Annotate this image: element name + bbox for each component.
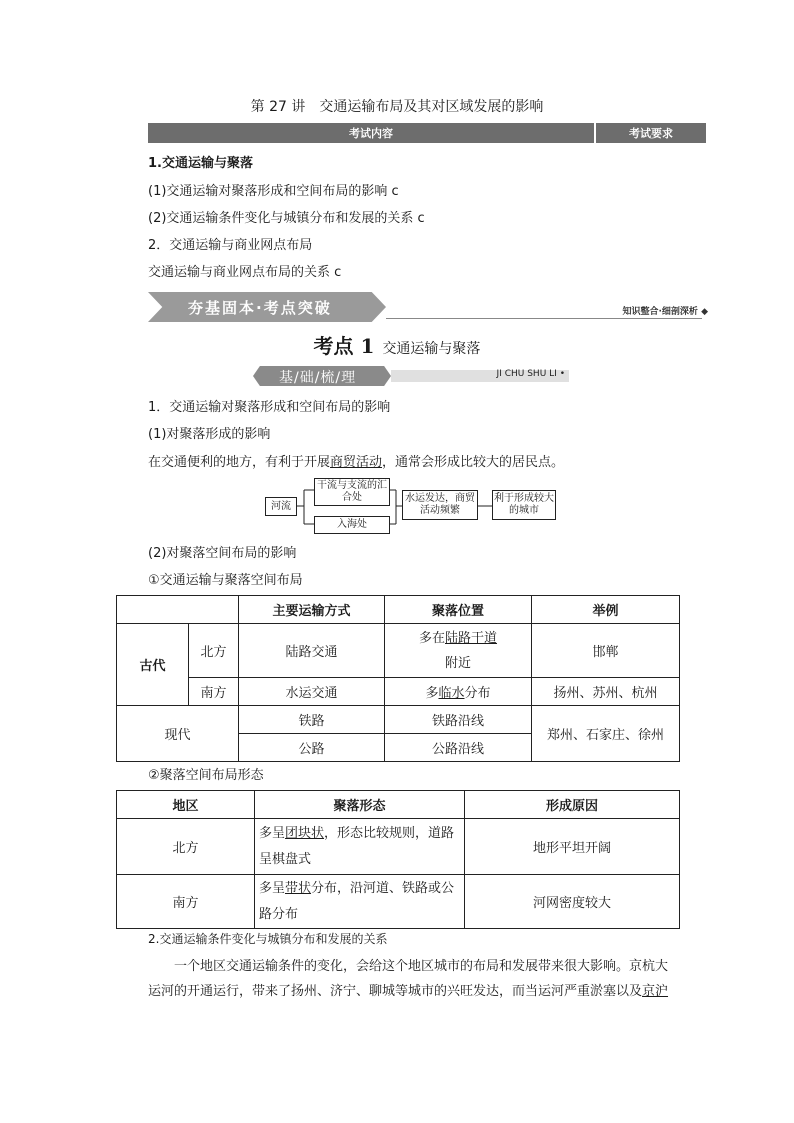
content-item-5: 交通运输与商业网点布局的关系 c — [148, 265, 342, 280]
flow-river: 河流 — [265, 497, 297, 516]
section1-heading: 1．交通运输对聚落形成和空间布局的影响 — [148, 400, 391, 415]
road-mode: 公路 — [239, 734, 385, 762]
table-header: 主要运输方式 — [239, 596, 385, 624]
point-number: 考点 1 — [313, 334, 375, 358]
north-example: 邯郸 — [532, 624, 680, 678]
banner-subtitle — [623, 304, 708, 317]
rail-mode: 铁路 — [239, 706, 385, 734]
table-header-empty — [117, 596, 239, 624]
para-underlined: 京沪 — [642, 984, 669, 999]
modern-example: 郑州、石家庄、徐州 — [532, 706, 680, 762]
para-text: 一个地区交通运输条件的变化，会给这个地区城市的布局和发展带来很大影响。京杭大运河的开通运行，带来了扬州、济宁、聊城等城市的兴旺发达，而当运河严重淤塞以及 — [148, 959, 669, 999]
table-header: 形成原因 — [465, 791, 680, 819]
south-mode: 水运交通 — [239, 678, 385, 706]
cell-underlined: 临水 — [438, 686, 465, 701]
sub-banner-label: 基/础/梳/理 — [279, 370, 357, 386]
region-north: 北方 — [117, 819, 255, 875]
table-header: 地区 — [117, 791, 255, 819]
requirements-bar — [148, 123, 706, 143]
table-header: 举例 — [532, 596, 680, 624]
section3-paragraph — [148, 954, 674, 1004]
lesson-title: 第 27 讲 交通运输布局及其对区域发展的影响 — [250, 99, 544, 115]
sentence-part: ，通常会形成比较大的居民点。 — [382, 455, 565, 470]
south-location — [385, 678, 532, 706]
table-header: 聚落形态 — [255, 791, 465, 819]
cell-underlined: 团块状 — [285, 825, 325, 841]
section1-sub1: (1)对聚落形成的影响 — [148, 427, 271, 442]
north-form — [255, 819, 465, 875]
cell-text: 分布，沿河道、铁路或公路分布 — [259, 880, 455, 922]
sub-banner-pinyin: JI CHU SHU LI • — [496, 369, 565, 379]
point-name: 交通运输与聚落 — [382, 341, 481, 357]
section1-sentence — [148, 451, 564, 470]
south-cell: 南方 — [189, 678, 239, 706]
sentence-underlined: 商贸活动 — [330, 455, 383, 470]
cell-text: 多 — [425, 686, 439, 701]
sub-banner — [253, 366, 571, 386]
cell-text: 多呈 — [259, 880, 286, 896]
north-cell: 北方 — [189, 624, 239, 678]
cell-underlined: 陆路干道 — [445, 630, 498, 646]
north-location — [385, 624, 532, 678]
cell-text: 多在 — [418, 630, 445, 646]
content-item-3: (2)交通运输条件变化与城镇分布和发展的关系 c — [148, 211, 425, 226]
banner-rule — [386, 318, 702, 319]
section3-heading: 2.交通运输条件变化与城镇分布和发展的关系 — [148, 932, 388, 946]
section2-sub2: (2)对聚落空间布局的影响 — [148, 546, 297, 561]
north-reason: 地形平坦开阔 — [465, 819, 680, 875]
banner-title: 夯基固本·考点突破 — [188, 299, 332, 317]
pinyin-text: JI CHU SHU LI — [496, 369, 557, 379]
region-south: 南方 — [117, 875, 255, 929]
south-example: 扬州、苏州、杭州 — [532, 678, 680, 706]
table-header: 聚落位置 — [385, 596, 532, 624]
content-item-2: (1)交通运输对聚落形成和空间布局的影响 c — [148, 184, 399, 199]
content-item-1: 1.交通运输与聚落 — [148, 156, 253, 171]
transport-settlement-table — [116, 595, 680, 762]
flow-trade: 水运发达，商贸活动频繁 — [402, 490, 478, 520]
point-title — [0, 330, 794, 359]
north-mode: 陆路交通 — [239, 624, 385, 678]
flow-confluence: 干流与支流的汇合处 — [314, 478, 390, 506]
cell-text: 附近 — [444, 655, 471, 671]
cell-text: 分布 — [464, 686, 491, 701]
south-form — [255, 875, 465, 929]
modern-cell: 现代 — [117, 706, 239, 762]
exam-requirement-header: 考试要求 — [596, 123, 706, 143]
sentence-part: 在交通便利的地方，有利于开展 — [148, 455, 331, 470]
section-banner — [148, 292, 708, 322]
content-item-4: 2．交通运输与商业网点布局 — [148, 238, 313, 253]
cell-text: 多呈 — [259, 825, 286, 841]
table2-title: ②聚落空间布局形态 — [148, 768, 264, 783]
flow-estuary: 入海处 — [314, 516, 390, 534]
cell-underlined: 带状 — [285, 880, 312, 896]
diamond-icon: ◆ — [701, 307, 708, 317]
south-reason: 河网密度较大 — [465, 875, 680, 929]
settlement-form-table — [116, 790, 680, 929]
cell-text: ，形态比较规则，道路呈棋盘式 — [259, 825, 455, 867]
road-location: 公路沿线 — [385, 734, 532, 762]
rail-location: 铁路沿线 — [385, 706, 532, 734]
exam-content-header: 考试内容 — [148, 123, 594, 143]
ancient-cell: 古代 — [117, 624, 189, 706]
table1-title: ①交通运输与聚落空间布局 — [148, 573, 303, 588]
banner-subtitle-text: 知识整合·细剖深析 — [622, 307, 698, 317]
flow-city: 利于形成较大的城市 — [492, 490, 556, 520]
